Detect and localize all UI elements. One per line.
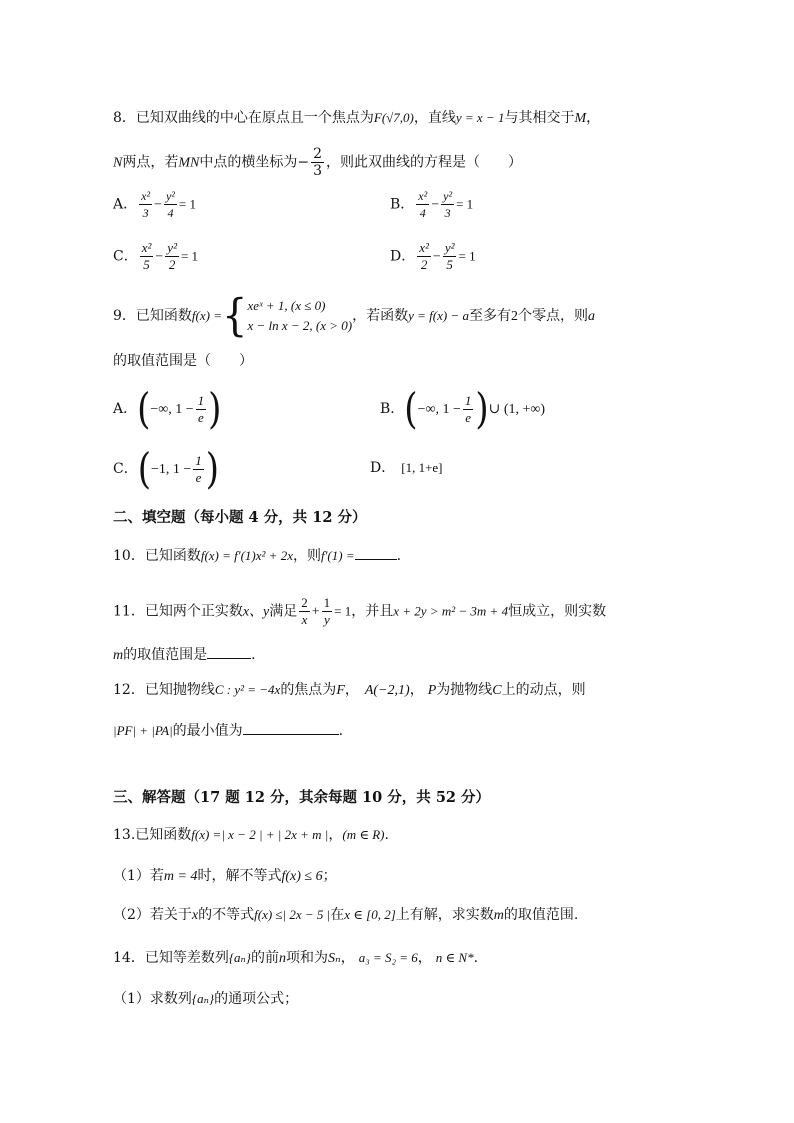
q14-line1 xyxy=(113,948,478,969)
q11-ineq: x + 2y > m² − 3m + 4 xyxy=(393,603,509,619)
option-frac-1: $\frac{\text{x²}}{3}$ xyxy=(141,189,151,220)
q14-p1-b: 的通项公式； xyxy=(214,991,299,1007)
option-frac: $\frac{1}{e}$ xyxy=(195,452,202,485)
option-label: C． xyxy=(113,248,138,265)
q13-end: . xyxy=(384,827,389,843)
option-tail: ∪ (1, +∞) xyxy=(488,402,546,417)
option-expr: −∞, 1 − xyxy=(150,402,194,417)
q9-fx: f(x) = xyxy=(191,308,222,323)
q8-line2-c: 中点的横坐标为 xyxy=(199,154,298,171)
q13-text-a: 13.已知函数 xyxy=(113,827,192,843)
q8-text-a: 8．已知双曲线的中心在原点且一个焦点为 xyxy=(113,110,374,126)
option-label: B． xyxy=(380,401,405,417)
option-frac: $\frac{1}{e}$ xyxy=(197,392,205,425)
q11-end: . xyxy=(251,647,256,663)
q9-option-d[interactable] xyxy=(370,458,443,478)
q12-text-c: ， xyxy=(344,682,359,698)
option-frac-2: $\frac{\text{y²}}{3}$ xyxy=(443,189,453,220)
q12-P: P xyxy=(427,683,437,698)
q13-p1-end: ； xyxy=(322,868,337,884)
q12-A: A(−2,1) xyxy=(364,683,410,698)
q13-part1 xyxy=(113,866,337,887)
q8-option-a[interactable] xyxy=(113,188,196,221)
q9-case-2: x − ln x − 2, (x > 0) xyxy=(247,318,353,333)
option-label: A． xyxy=(113,401,138,417)
q13-p2-x: x xyxy=(191,908,199,923)
q9-a: a xyxy=(587,309,595,324)
right-paren-icon: ) xyxy=(205,444,220,494)
q14-p1-seq: {aₙ} xyxy=(191,991,215,1006)
q8-line2 xyxy=(113,146,522,179)
option-op: − xyxy=(154,197,162,213)
q8-option-b[interactable] xyxy=(390,188,473,221)
section-3-title: 三、解答题（17 题 12 分，其余每题 10 分，共 52 分） xyxy=(113,789,491,806)
q13-p1-m: m = 4 xyxy=(163,869,198,884)
q14-text-a: 14．已知等差数列 xyxy=(113,950,229,966)
q9-case-1: xeˣ + 1, (x ≤ 0) xyxy=(247,298,326,313)
q13-p1-ineq: f(x) ≤ 6 xyxy=(281,869,323,884)
q14-p1-a: （1）求数列 xyxy=(113,991,192,1007)
q14-nN: n ∈ N* xyxy=(435,950,474,965)
option-eq: = 1 xyxy=(458,248,476,264)
option-frac: $\frac{1}{e}$ xyxy=(464,392,472,425)
right-paren-icon: ) xyxy=(208,384,222,434)
option-eq: = 1 xyxy=(178,196,196,212)
q9-piecewise xyxy=(247,296,352,336)
q13-line1 xyxy=(113,825,389,845)
q12-parabola: C : y² = −4x xyxy=(214,682,281,697)
option-label: A． xyxy=(113,196,138,213)
section-2-title: 二、填空题（每小题 4 分，共 12 分） xyxy=(113,509,367,526)
q8-option-c[interactable] xyxy=(113,240,198,273)
q11-line2-text: 的取值范围是 xyxy=(123,647,208,663)
option-label: D． xyxy=(370,460,396,476)
q11-line2 xyxy=(113,644,256,666)
q11-eq: = 1 xyxy=(334,603,352,619)
option-frac-1: $\frac{\text{x²}}{4}$ xyxy=(418,189,428,220)
q12-answer-blank[interactable] xyxy=(243,720,339,735)
q14-cond: a₃ = S₂ = 6 xyxy=(358,950,418,965)
q10-end: . xyxy=(396,548,402,564)
q13-p2-m: m xyxy=(493,908,504,923)
q11-text-d: 恒成立，则实数 xyxy=(508,603,607,620)
q11-m: m xyxy=(113,648,124,663)
q9-text-a: 9．已知函数 xyxy=(113,308,192,324)
q10-text-a: 10．已知函数 xyxy=(113,548,201,564)
q13-p1-b: 时，解不等式 xyxy=(197,868,282,884)
q9-option-c[interactable] xyxy=(113,444,220,494)
option-frac-1: $\frac{\text{x²}}{5}$ xyxy=(141,240,152,272)
q10-text-b: ，则 xyxy=(292,548,321,564)
q12-text-f: 上的动点，则 xyxy=(501,682,586,698)
option-eq: = 1 xyxy=(180,248,199,264)
q9-line2-text: 的取值范围是（ ） xyxy=(113,353,253,369)
q13-p2-d: 上有解，求实数 xyxy=(395,907,494,923)
q9-line1 xyxy=(113,290,595,342)
q9-yfx: y = f(x) − a xyxy=(408,308,469,323)
q9-text-c: 至多有 xyxy=(468,308,511,324)
q14-text-e: ， xyxy=(417,950,432,966)
q8-M: M xyxy=(574,111,587,126)
q12-text-d: ， xyxy=(409,682,424,698)
option-expr: −1, 1 − xyxy=(150,462,192,477)
q12-F: F xyxy=(336,683,345,698)
option-frac-1: $\frac{\text{x²}}{2}$ xyxy=(419,240,429,272)
q12-line2-text: 的最小值为 xyxy=(172,723,243,739)
q13-text-b: ， xyxy=(328,827,343,843)
q11-line1 xyxy=(113,595,606,628)
q13-p2-e: 的取值范围. xyxy=(503,907,579,923)
q11-plus: + xyxy=(311,604,320,620)
q12-text-b: 的焦点为 xyxy=(280,682,337,698)
option-label: D． xyxy=(390,248,416,265)
q9-option-a[interactable] xyxy=(113,384,222,434)
option-op: − xyxy=(155,249,164,265)
option-label: B． xyxy=(390,196,415,213)
q9-text-b: ，若函数 xyxy=(352,308,409,324)
q14-text-c: 项和为 xyxy=(286,950,328,966)
q13-p2-b: 的不等式 xyxy=(198,907,255,923)
q13-p2-a: （2）若关于 xyxy=(113,907,192,923)
option-frac-2: $\frac{\text{y²}}{2}$ xyxy=(167,240,177,272)
q14-seq: {aₙ} xyxy=(228,950,251,965)
option-eq: = 1 xyxy=(456,196,474,212)
q13-cond: (m ∈ R) xyxy=(342,827,385,842)
q8-line1 xyxy=(113,108,600,129)
q13-p1-a: （1）若 xyxy=(113,868,164,884)
option-expr: −∞, 1 − xyxy=(417,402,461,417)
q14-n: n xyxy=(279,951,286,966)
q14-part1 xyxy=(113,989,298,1009)
option-label: C． xyxy=(113,461,138,477)
left-paren-icon: ( xyxy=(137,384,151,434)
q8-text-b: ，直线 xyxy=(413,110,456,126)
q13-expr: f(x) =| x − 2 | + | 2x + m | xyxy=(191,827,329,842)
q11-text-b: 满足 xyxy=(269,603,298,620)
q12-text-e: 为抛物线 xyxy=(436,682,493,698)
q10-line xyxy=(113,545,401,566)
option-op: − xyxy=(431,197,440,213)
q11-text-c: ，并且 xyxy=(351,603,394,620)
left-paren-icon: ( xyxy=(404,384,418,434)
q12-line1 xyxy=(113,680,586,701)
q8-line2-d: ，则此双曲线的方程是（ ） xyxy=(326,154,522,171)
q13-p2-ineq: f(x) ≤| 2x − 5 | xyxy=(254,907,331,922)
q10-answer-blank[interactable] xyxy=(355,545,397,560)
q8-line-eq: y = x − 1 xyxy=(455,110,505,125)
left-paren-icon: ( xyxy=(137,444,151,494)
option-op: − xyxy=(432,249,441,265)
q8-line2-b: 两点，若 xyxy=(122,154,179,171)
q8-MN: MN xyxy=(178,155,200,171)
q11-text-a: 11．已知两个正实数 xyxy=(113,603,243,620)
q8-focus: F(√7,0) xyxy=(373,110,414,125)
q12-text-a: 12．已知抛物线 xyxy=(113,682,215,698)
q9-option-b[interactable] xyxy=(380,384,546,434)
q10-expr: f(x) = f′(1)x² + 2x xyxy=(200,548,293,563)
option-frac-2: $\frac{\text{y²}}{4}$ xyxy=(165,189,175,220)
q13-part2 xyxy=(113,905,578,926)
option-expr: [1, 1+e] xyxy=(401,460,443,475)
q8-N: N xyxy=(113,155,123,171)
q13-p2-dom: x ∈ [0, 2] xyxy=(344,907,396,922)
q11-frac-1: $\frac{2}{x}$ xyxy=(301,595,308,627)
q12-line2 xyxy=(113,720,343,741)
q9-text-d: 个零点，则 xyxy=(517,308,588,324)
q8-text-c: 与其相交于 xyxy=(504,110,575,126)
q14-text-b: 的前 xyxy=(251,950,279,966)
q12-expr: |PF| + |PA| xyxy=(113,723,173,738)
q14-text-d: ， xyxy=(340,950,355,966)
q12-end: . xyxy=(338,723,344,739)
q9-two: 2 xyxy=(510,309,518,324)
q8-option-d[interactable] xyxy=(390,240,476,273)
left-brace-icon: { xyxy=(221,290,248,342)
q11-answer-blank[interactable] xyxy=(207,644,251,659)
q12-C: C xyxy=(492,683,502,698)
q8-neg: − xyxy=(297,154,310,171)
q14-Sn: Sₙ xyxy=(328,951,341,966)
q13-p2-c: 在 xyxy=(330,907,345,923)
q8-fraction: $\frac{2}{3}$ xyxy=(313,146,322,179)
option-frac-2: $\frac{\text{y²}}{5}$ xyxy=(444,240,455,272)
q11-frac-2: $\frac{1}{y}$ xyxy=(323,595,331,627)
q14-end: . xyxy=(473,950,479,966)
q9-line2 xyxy=(113,351,253,371)
q10-ask: f′(1) = xyxy=(320,548,355,563)
q8-text-d: ， xyxy=(586,110,601,126)
right-paren-icon: ) xyxy=(475,384,489,434)
q11-vars: x、y xyxy=(242,604,270,620)
